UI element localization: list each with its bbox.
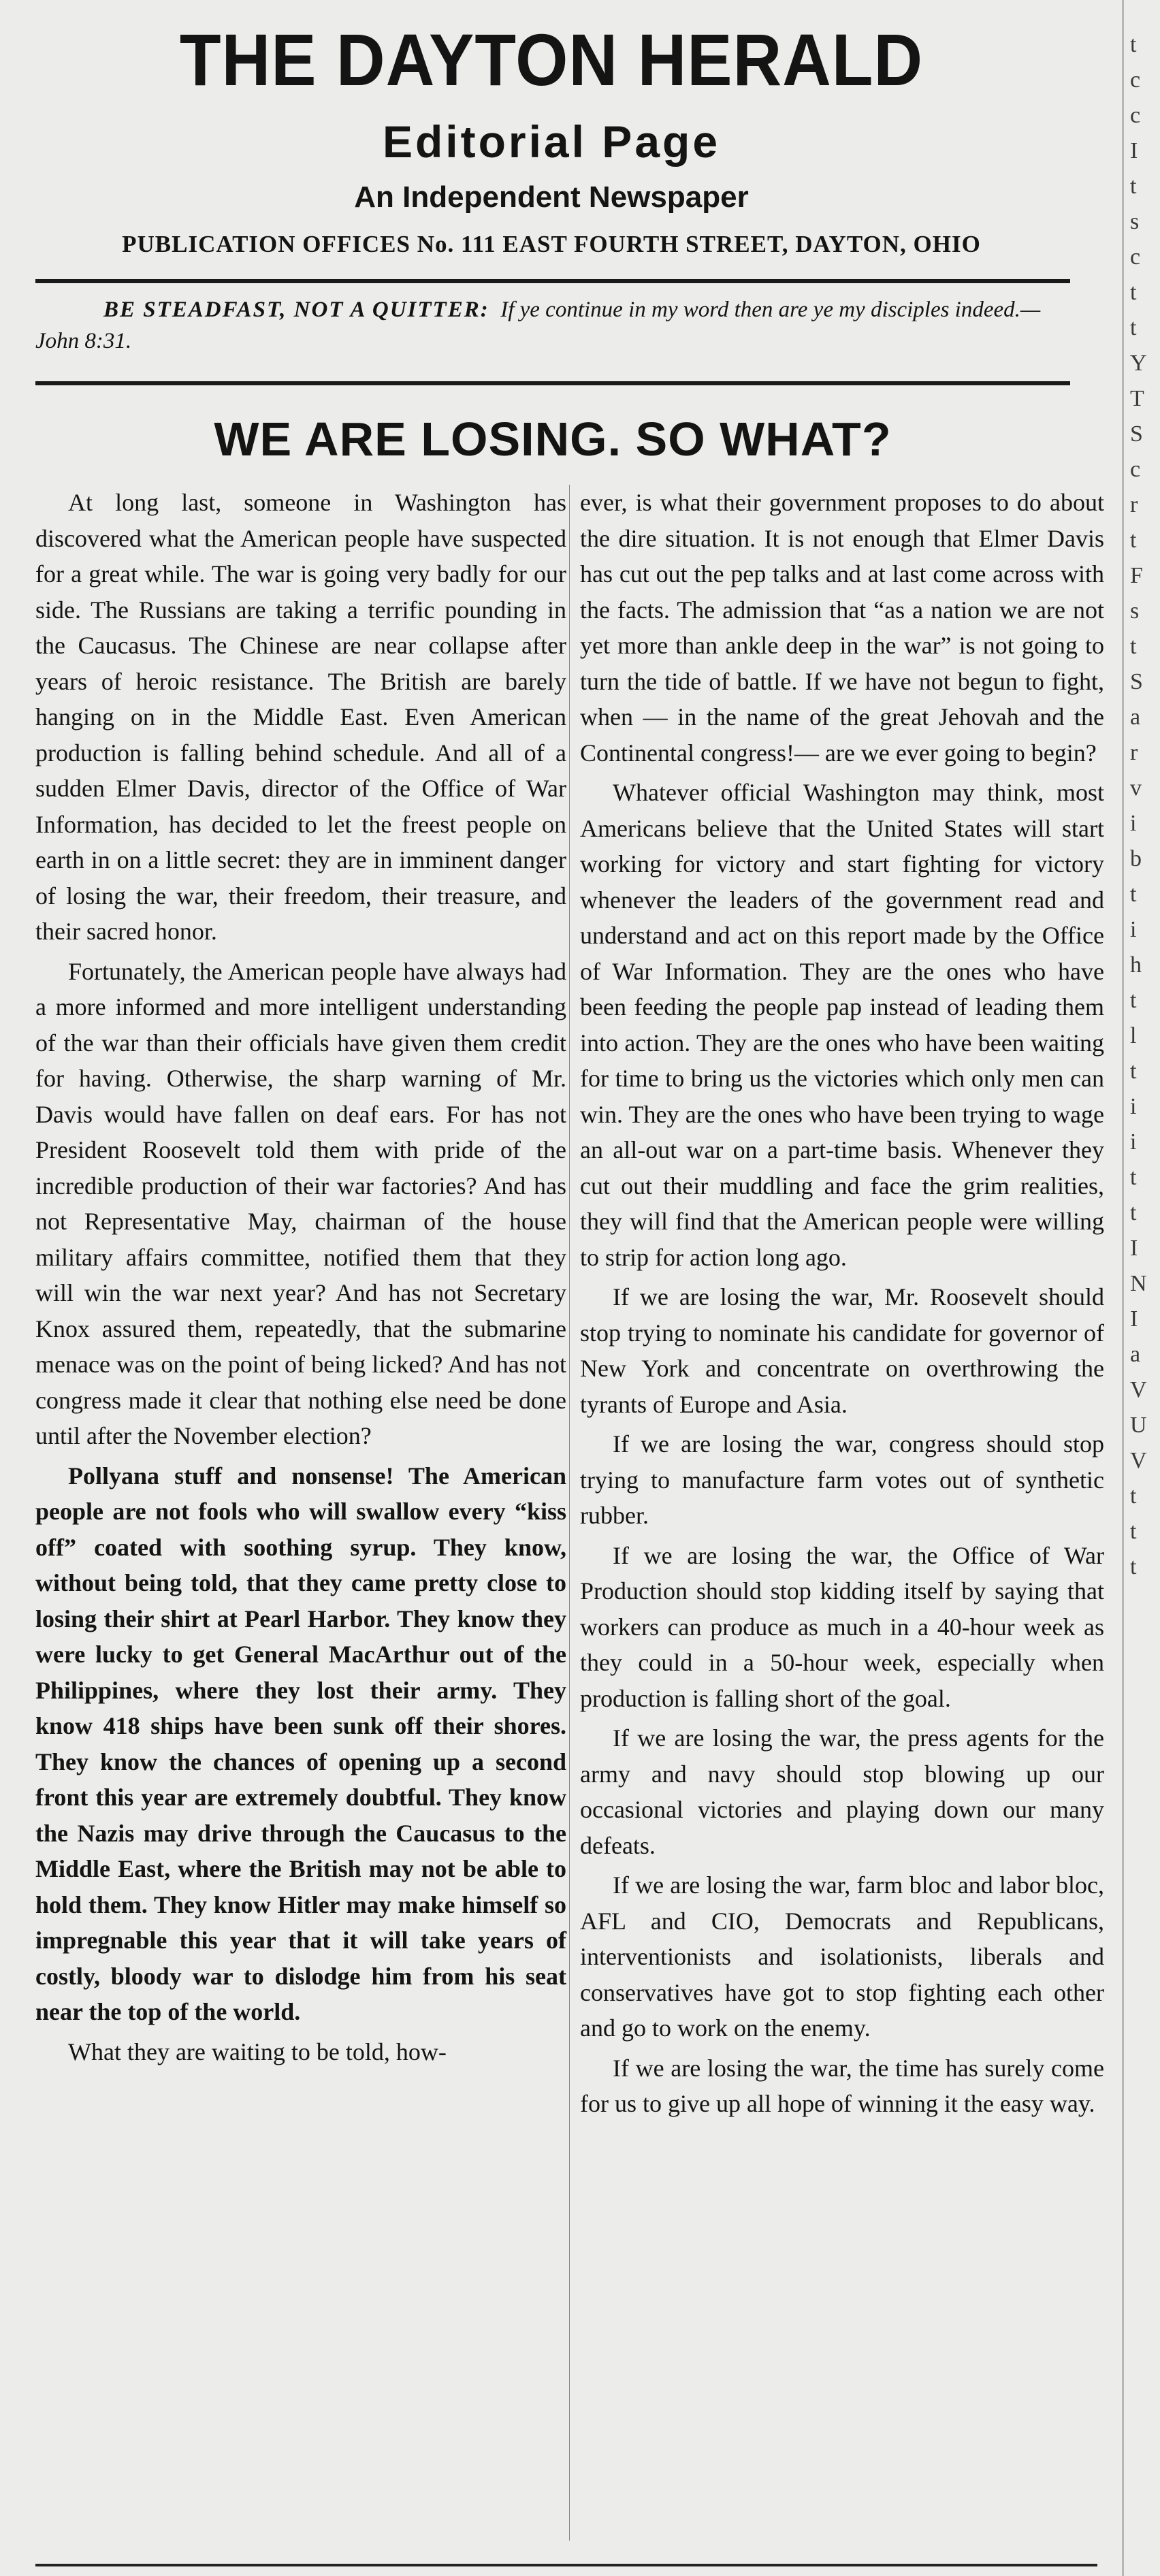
edge-fragment: c <box>1130 244 1141 270</box>
edge-fragment: t <box>1130 528 1137 553</box>
paragraph: At long last, someone in Washington has discovered what the American people have suspected for a great while. The war is going very badly for our side. The Russians are taking a terrific pounding in the Caucasus. The Chinese are near collapse after years of heroic resistance. The British are barely hanging on in the Middle East. Even American production is falling behind schedule. And all of a sudden Elmer Davis, director of the Office of War Information, has decided to let the freest people on earth in on a little secret: they are in imminent danger of losing the war, their freedom, their treasure, and their sacred honor. <box>35 489 566 945</box>
edge-fragment: T <box>1130 386 1144 411</box>
edge-fragment: c <box>1130 103 1141 128</box>
paragraph: If we are losing the war, the Office of War Production should stop kidding itself by saying that workers can produce as much in a 40-hour week as they could in a 50-hour week, especially when production is falling short of the goal. <box>580 1541 1104 1712</box>
edge-fragment: b <box>1130 846 1142 871</box>
edge-fragment: N <box>1130 1271 1147 1296</box>
motto-quote: If ye continue in my word then are ye my disciples indeed.—John 8:31. <box>35 297 1041 353</box>
edge-fragment: S <box>1130 421 1143 447</box>
edge-fragment: r <box>1130 740 1138 765</box>
edge-fragment: s <box>1130 209 1140 234</box>
adjacent-column-fragment <box>1130 27 1160 2546</box>
article-column-left <box>35 485 566 2074</box>
column-divider-right <box>1122 0 1124 2576</box>
edge-fragment: t <box>1130 988 1137 1013</box>
edge-fragment: t <box>1130 280 1137 305</box>
publication-address: PUBLICATION OFFICES No. 111 EAST FOURTH STREET, DAYTON, OHIO <box>122 231 981 257</box>
edge-fragment: Y <box>1130 351 1147 376</box>
edge-fragment: i <box>1130 1094 1137 1119</box>
edge-fragment: t <box>1130 1519 1137 1544</box>
edge-fragment: r <box>1130 492 1138 517</box>
edge-fragment: t <box>1130 634 1137 659</box>
edge-fragment: t <box>1130 174 1137 199</box>
article-column-right <box>580 485 1104 2126</box>
edge-fragment: t <box>1130 882 1137 907</box>
headline: WE ARE LOSING. SO WHAT? <box>214 413 892 466</box>
paragraph: If we are losing the war, the time has surely come for us to give up all hope of winning it the easy way. <box>580 2054 1104 2117</box>
edge-fragment: I <box>1130 138 1138 163</box>
edge-fragment: F <box>1130 563 1143 588</box>
edge-fragment: I <box>1130 1236 1138 1261</box>
edge-fragment: t <box>1130 32 1137 57</box>
motto-rule <box>35 381 1070 385</box>
edge-fragment: s <box>1130 598 1140 624</box>
edge-fragment: i <box>1130 917 1137 942</box>
motto <box>35 294 1070 357</box>
edge-fragment: a <box>1130 705 1141 730</box>
paragraph: Whatever official Washington may think, most Americans believe that the United States will start working for victory and start fighting for victory whenever the leaders of the government read and understand and act on this report made by the Office of War Information. They are the ones who have been feeding the people pap instead of leading them into action. They are the ones who have been waiting for time to bring us the victories which only men can win. They are the ones who have been trying to wage an all-out war on a part-time basis. Whenever they cut out their muddling and face the grim realities, they will find that the American people were willing to strip for action long ago. <box>580 779 1104 1271</box>
paragraph: If we are losing the war, the press agents for the army and navy should stop blowing up our occasional victories and playing down our many defeats. <box>580 1724 1104 1859</box>
masthead-rule <box>35 279 1070 283</box>
paragraph: If we are losing the war, farm bloc and labor bloc, AFL and CIO, Democrats and Republicans, interventionists and isolationists, liberals and conservatives have got to stop fighting each other and go to work on the enemy. <box>580 1871 1104 2042</box>
paragraph: Fortunately, the American people have always had a more informed and more intelligent understanding of the war than their officials have given them credit for having. Otherwise, the sharp warning of Mr. Davis would have fallen on deaf ears. For has not President Roosevelt told them with pride of the incredible production of their war factories? And has not Representative May, chairman of the house military affairs committee, notified them that they will win the war next year? And has not Secretary Knox assured them, repeatedly, that the submarine menace was on the point of being licked? And has not congress made it clear that nothing else need be done until after the November election? <box>35 957 566 1449</box>
edge-fragment: a <box>1130 1342 1141 1367</box>
edge-fragment: v <box>1130 775 1142 801</box>
edge-fragment: t <box>1130 1059 1137 1084</box>
column-divider <box>569 485 570 2541</box>
section-title: Editorial Page <box>382 116 721 167</box>
bottom-rule <box>35 2564 1097 2566</box>
edge-fragment: t <box>1130 1483 1137 1509</box>
edge-fragment: c <box>1130 457 1141 482</box>
masthead-title: THE DAYTON HERALD <box>179 18 924 101</box>
edge-fragment: V <box>1130 1377 1147 1402</box>
paragraph: If we are losing the war, congress should stop trying to manufacture farm votes out of synthetic rubber. <box>580 1430 1104 1529</box>
edge-fragment: i <box>1130 811 1137 836</box>
edge-fragment: S <box>1130 669 1143 694</box>
paragraph: Pollyana stuff and nonsense! The American people are not fools who will swallow every “kiss off” coated with soothing syrup. They know, without being told, that they came pretty close to losing their shirt at Pearl Harbor. They know they were lucky to get General MacArthur out of the Philippines, where they lost their army. They know 418 ships have been sunk off their shores. They know the chances of opening up a second front this year are extremely doubtful. They know the Nazis may drive through the Caucasus to the Middle East, where the British may not be able to hold them. They know Hitler may make himself so impregnable this year that it will take years of costly, bloody war to dislodge him from his seat near the top of the world. <box>35 1462 566 2025</box>
edge-fragment: i <box>1130 1129 1137 1155</box>
edge-fragment: h <box>1130 952 1142 978</box>
edge-fragment: c <box>1130 67 1141 93</box>
paragraph-continued: ever, is what their government proposes to do about the dire situation. It is not enough that Elmer Davis has cut out the pep talks and at last come across with the facts. The admission that “as a nation we are not yet more than ankle deep in the war” is not going to turn the tide of battle. If we have not begun to fight, when — in the name of the great Jehovah and the Continental congress!— are we ever going to begin? <box>580 489 1104 767</box>
motto-caps: BE STEADFAST, NOT A QUITTER: <box>103 297 489 322</box>
edge-fragment: U <box>1130 1413 1147 1438</box>
paragraph: What they are waiting to be told, how- <box>68 2038 447 2065</box>
tagline: An Independent Newspaper <box>354 180 749 214</box>
edge-fragment: l <box>1130 1023 1137 1048</box>
edge-fragment: t <box>1130 1554 1137 1579</box>
edge-fragment: t <box>1130 315 1137 340</box>
edge-fragment: I <box>1130 1306 1138 1332</box>
edge-fragment: t <box>1130 1165 1137 1190</box>
edge-fragment: V <box>1130 1448 1147 1473</box>
edge-fragment: t <box>1130 1200 1137 1225</box>
paragraph: If we are losing the war, Mr. Roosevelt should stop trying to nominate his candidate for governor of New York and concentrate on overthrowing the tyrants of Europe and Asia. <box>580 1283 1104 1418</box>
